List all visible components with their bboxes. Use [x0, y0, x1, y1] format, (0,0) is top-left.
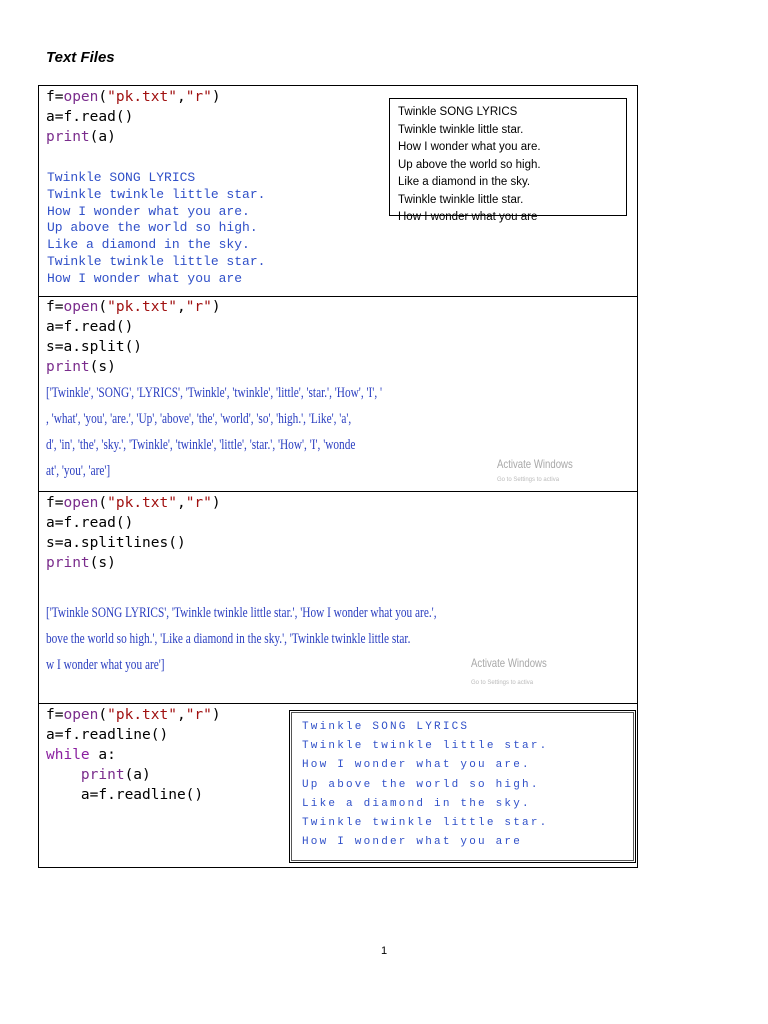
- page-heading: Text Files: [46, 49, 115, 66]
- readline-output-inner: [291, 712, 634, 861]
- page-number: 1: [381, 945, 388, 957]
- output-line: Twinkle twinkle little star.: [302, 817, 549, 830]
- code-cell-split: [38, 296, 638, 492]
- split-output: ['Twinkle', 'SONG', 'LYRICS', 'Twinkle', 'twinkle', 'little', 'star.', 'How', 'I', ' , 'what', 'you', 'are.', 'Up', 'above', 'the', 'world', 'so', 'high.', 'Like', 'a', d', 'in', 'the', 'sky.', 'Twinkle', 'twinkle', 'little', 'star.', 'How', 'I', 'wonde at', 'you', 'are']: [46, 385, 383, 479]
- code-cell-splitlines: [38, 491, 638, 704]
- output-line: Twinkle twinkle little star.: [302, 740, 549, 753]
- code-block: f=open("pk.txt","r") a=f.read() s=a.splitlines() print(s): [46, 495, 221, 571]
- activate-windows-watermark: Activate Windows: [471, 656, 547, 670]
- activate-windows-subtext: Go to Settings to activa: [497, 477, 560, 483]
- activate-windows-subtext: Go to Settings to activa: [471, 680, 534, 686]
- output-line: Up above the world so high.: [302, 778, 540, 791]
- readline-output-box: [289, 710, 636, 863]
- output-line: How I wonder what you are: [302, 836, 523, 849]
- code-cell-readline: [38, 703, 638, 868]
- program-output: Twinkle SONG LYRICS Twinkle twinkle little star. How I wonder what you are. Up above the world so high. Like a diamond in the sky. Twinkle twinkle little star. How I wonder what you are: [47, 170, 266, 286]
- code-block: f=open("pk.txt","r") a=f.read() s=a.split() print(s): [46, 299, 221, 375]
- code-block: f=open("pk.txt","r") a=f.read() print(a): [46, 89, 221, 145]
- output-line: How I wonder what you are.: [302, 759, 531, 772]
- splitlines-output: ['Twinkle SONG LYRICS', 'Twinkle twinkle little star.', 'How I wonder what you are.', bove the world so high.', 'Like a diamond in the sky.', 'Twinkle twinkle little star. w I wonder what you are']: [46, 605, 437, 673]
- output-line: Like a diamond in the sky.: [302, 797, 531, 810]
- file-contents-box: Twinkle SONG LYRICS Twinkle twinkle little star. How I wonder what you are. Up above the world so high. Like a diamond in the sky. Twinkle twinkle little star. How I wonder what you are: [389, 98, 627, 216]
- activate-windows-watermark: Activate Windows: [497, 457, 573, 471]
- output-line: Twinkle SONG LYRICS: [302, 721, 470, 733]
- code-cell-read: [38, 85, 638, 297]
- code-block: f=open("pk.txt","r") a=f.readline() while a: print(a) a=f.readline(): [46, 707, 221, 803]
